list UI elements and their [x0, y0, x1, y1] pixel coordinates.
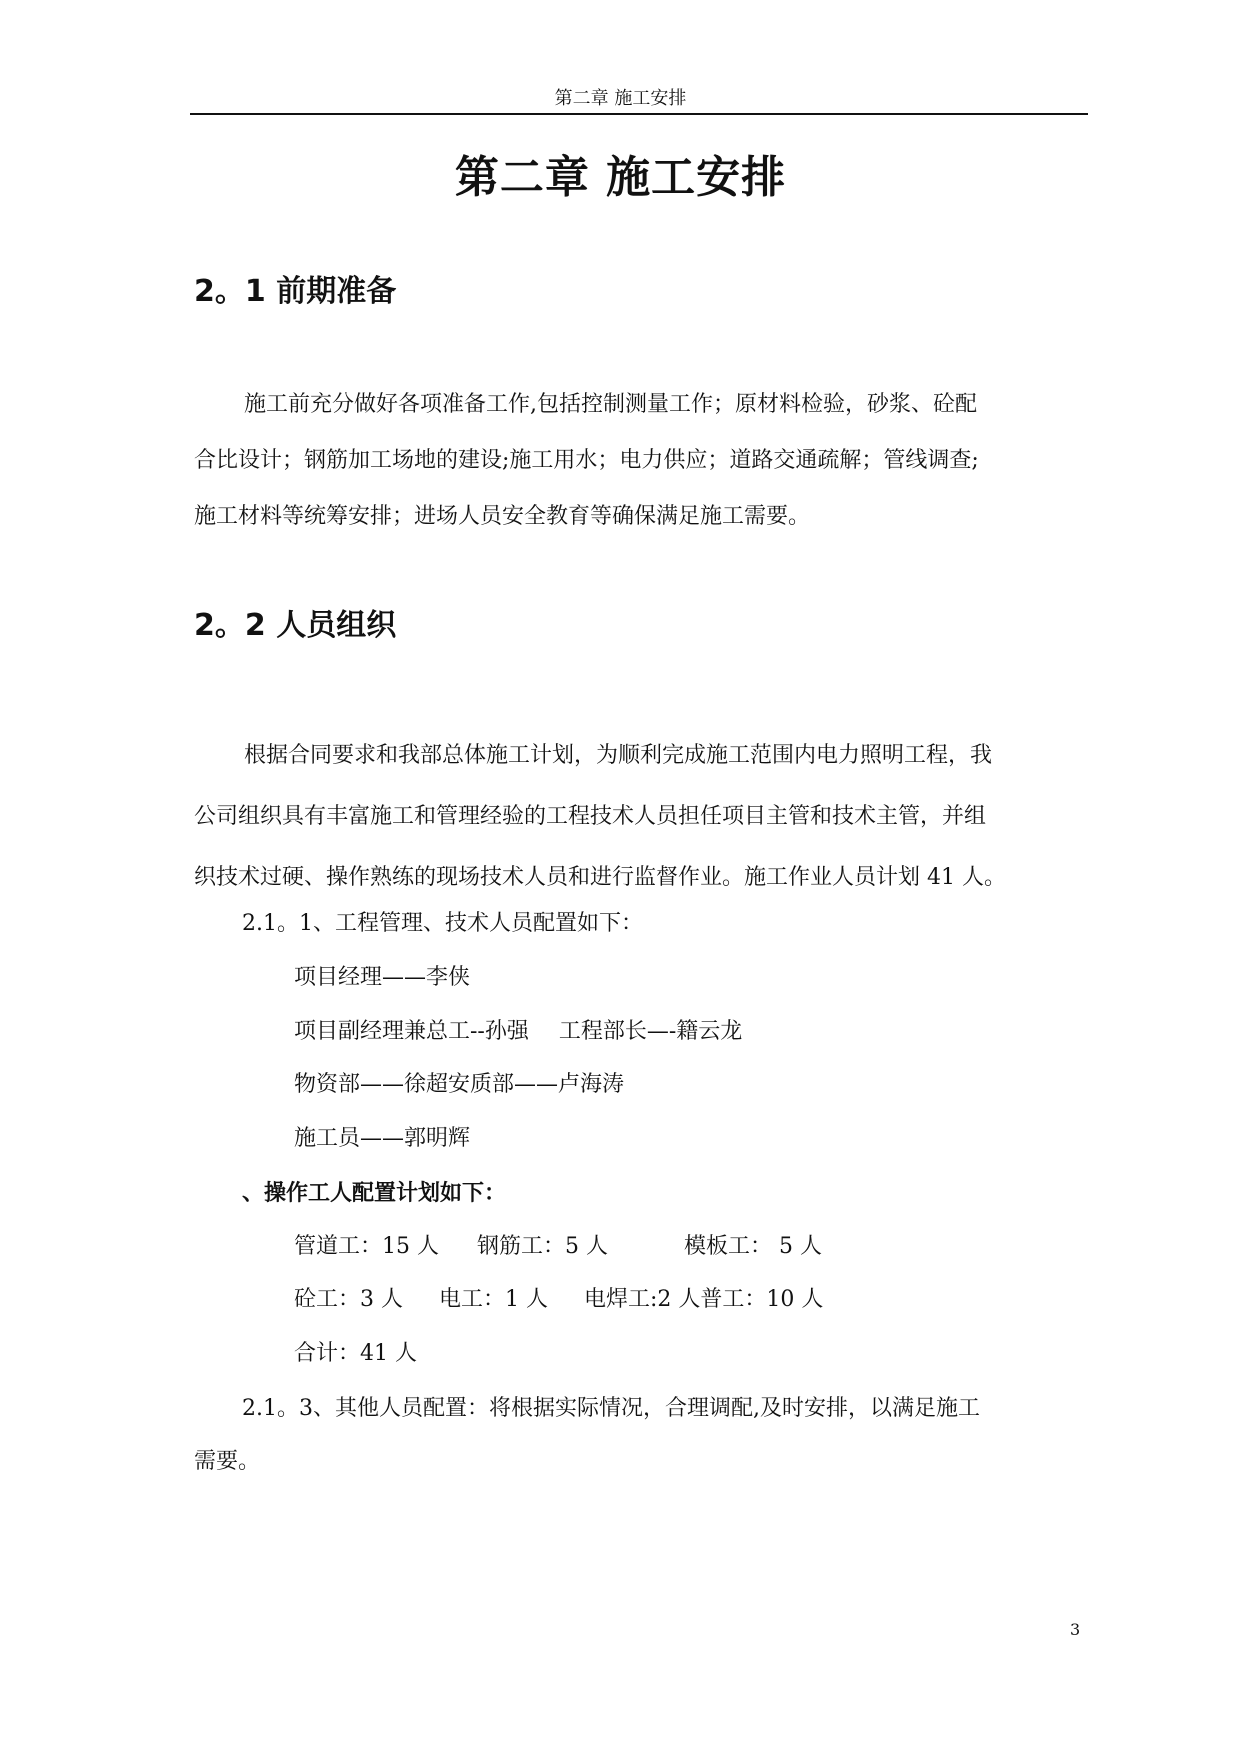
- staff-line: 项目经理——李侠: [294, 965, 471, 990]
- staff-line: [294, 1017, 742, 1047]
- personnel-paragraph: [194, 725, 1094, 908]
- paragraph-line: 施工前充分做好各项准备工作,包括控制测量工作；原材料检验，砂浆、砼配: [244, 392, 977, 417]
- paragraph-line: 合比设计；钢筋加工场地的建设;施工用水；电力供应；道路交通疏解；管线调查;: [194, 448, 979, 473]
- paragraph-line: 织技术过硬、操作熟练的现场技术人员和进行监督作业。施工作业人员计划 41 人。: [194, 865, 1006, 890]
- workers-title: 、操作工人配置计划如下：: [242, 1180, 507, 1206]
- section-heading-2-1: 2。1 前期准备: [194, 274, 397, 309]
- other-staff-line: 2.1。3、其他人员配置：将根据实际情况，合理调配,及时安排，以满足施工: [242, 1396, 980, 1421]
- management-staff-title: 2.1。1、工程管理、技术人员配置如下：: [242, 911, 643, 936]
- paragraph-line: 施工材料等统筹安排；进场人员安全教育等确保满足施工需要。: [194, 504, 811, 529]
- section-heading-2-2: 2。2 人员组织: [194, 608, 397, 643]
- workers-total: 合计：41 人: [294, 1341, 417, 1366]
- preparation-paragraph: [194, 377, 1094, 545]
- staff-line: 物资部——徐超安质部——卢海涛: [294, 1072, 625, 1097]
- worker-count: 电工：1 人: [439, 1287, 548, 1312]
- page-number: 3: [1070, 1620, 1081, 1639]
- paragraph-line: 根据合同要求和我部总体施工计划，为顺利完成施工范围内电力照明工程，我: [244, 743, 993, 768]
- workers-line: [294, 1232, 822, 1262]
- paragraph-line: 公司组织具有丰富施工和管理经验的工程技术人员担任项目主管和技术主管，并组: [194, 804, 987, 829]
- other-staff-line: 需要。: [194, 1449, 261, 1474]
- chapter-title: 第二章 施工安排: [454, 152, 787, 203]
- staff-entry: 项目副经理兼总工--孙强: [294, 1019, 529, 1044]
- worker-count: 管道工：15 人: [294, 1234, 439, 1259]
- running-header: 第二章 施工安排: [554, 88, 687, 109]
- staff-entry: 工程部长—-籍云龙: [558, 1019, 743, 1044]
- header-rule: [190, 113, 1088, 115]
- worker-count: 砼工：3 人: [294, 1287, 403, 1312]
- worker-count: 钢筋工：5 人: [477, 1234, 608, 1259]
- workers-line: [294, 1285, 823, 1315]
- worker-count: 电焊工:2 人普工：10 人: [584, 1287, 824, 1312]
- staff-line: 施工员——郭明辉: [294, 1126, 471, 1151]
- worker-count: 模板工： 5 人: [684, 1234, 822, 1259]
